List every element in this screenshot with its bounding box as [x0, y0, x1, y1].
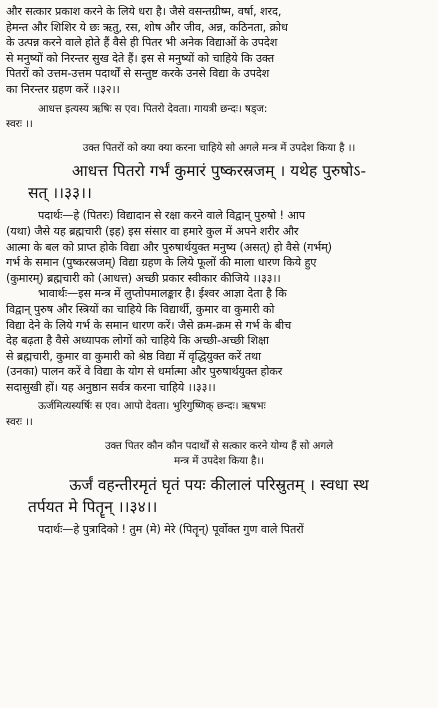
text-line: (यथा) जैसे यह ब्रह्मचारी (इह) इस संसार वा हमारे कुल में अपने शरीर और — [6, 224, 299, 238]
text-line: हेमन्त और शिशिर ये छः ऋतु, रस, शोष और जीव, अन्न, कठिनता, क्रोध — [6, 20, 288, 34]
padartha-paragraph — [6, 522, 432, 538]
text-line: से मनुष्यों को निरन्तर सुख देते हैं। इस से मनुष्यों को चाहिये कि उक्त — [6, 51, 275, 65]
text-line: और सत्कार प्रकाश करने के लिये धरा है। जैसे वसन्तग्रीष्म, वर्षा, शरद, — [6, 5, 282, 18]
mantra-line: आधत्त पितरो गर्भं कुमारं पुष्करस्रजम् । यथेह पुरुषोऽ- — [71, 162, 367, 181]
text-line: का निरन्तर ग्रहण करें ।।३२।। — [6, 82, 120, 96]
text-line: से ब्रह्मचारी, कुमार वा कुमारी को श्रेष्ठ विद्या में वृद्धियुक्त करें तथा — [6, 349, 261, 363]
mantra-line: सत् ।।३३।। — [28, 184, 92, 203]
mantra-verse — [6, 160, 432, 204]
text-line: आत्मा के बल को प्राप्त होके विद्या और पुरुषार्थयुक्त मनुष्य (असत्) हो वैसे (गर्भम्) — [6, 240, 332, 254]
mantra-heading — [6, 439, 432, 470]
text-line: के उत्पन्न करने वाले होते हैं वैसे ही पितर भी अनेक विद्याओं के उपदेश — [6, 36, 278, 50]
rishi-text: आधत्त इत्यस्य ऋषिः स एव। पितरो देवता। गायत्री छन्दः। षड्ज: — [38, 102, 268, 115]
heading-line: उक्त पितर कौन कौन पदार्थों से सत्कार करने योग्य हैं सो अगले — [104, 439, 334, 452]
text-line: (उनका) पालन करें वे विद्या के योग से धर्मात्मा और पुरुषार्थयुक्त होकर — [6, 365, 283, 379]
rishi-text: ऊर्जमित्यस्यर्षिः स एव। आपो देवता। भुरिगुष्णिक् छन्दः। ऋषभः — [38, 400, 266, 413]
text-line: भावार्थः—इस मन्त्र में लुप्तोपमालङ्कार है। ईश्वर आज्ञा देता है कि — [38, 287, 287, 301]
text-line: देह बढ़ता है वैसे अध्यापक लोगों को चाहिये कि अच्छी-अच्छी शिक्षा — [6, 334, 269, 348]
heading-line: मन्त्र में उपदेश किया है।। — [173, 455, 264, 468]
text-line: पदार्थः—हे पुत्रादिको ! तुम (मे) मेरे (पितॄन्) पूर्वोक्त गुण वाले पितरों — [38, 522, 304, 536]
mantra-line: ऊर्जं वहन्तीरमृतं घृतं पयः कीलालं परिस्रुतम् । स्वधा स्थ — [69, 475, 369, 494]
rishi-devata-line — [6, 399, 432, 430]
text-line: पदार्थः—हे (पितरः) विद्यादान से रक्षा करने वाले विद्वान् पुरुषो ! आप — [38, 209, 305, 223]
rishi-devata-line — [6, 102, 432, 133]
text-line: गर्भ के समान (पुष्करस्रजम्) विद्या ग्रहण के लिये फूलों की माला धारण किये हुए — [6, 256, 317, 270]
bhavartha-paragraph — [6, 286, 432, 395]
mantra-line: तर्पयत मे पितॄन् ।।३४।। — [28, 497, 158, 516]
mantra-heading: उक्त पितरों को क्या क्या करना चाहिये सो अगले मन्त्र में उपदेश किया है ।। — [82, 141, 356, 154]
intro-paragraph — [6, 4, 432, 98]
text-line: (कुमारम्) ब्रह्मचारी को (आधत्त) अच्छी प्रकार स्वीकार कीजिये ।।३३।। — [6, 271, 281, 285]
svara-text: स्वरः ।। — [6, 118, 33, 131]
text-line: सदासुखी हों। यह अनुष्ठान सर्वत्र करना चाहिये ।।३३।। — [6, 380, 216, 394]
svara-text: स्वरः ।। — [6, 416, 33, 429]
text-line: विद्या देने के लिये गर्भ के समान धारण करें। जैसे क्रम-क्रम से गर्भ के बीच — [6, 318, 292, 332]
text-line: विद्वान् पुरुष और स्त्रियों का चाहिये कि विद्यार्थी, कुमार वा कुमारी को — [6, 302, 275, 316]
text-line: पितरों को उत्तम-उत्तम पदार्थों से सन्तुष्ट करके उनसे विद्या के उपदेश — [6, 67, 270, 81]
padartha-paragraph — [6, 208, 432, 286]
mantra-verse — [6, 474, 432, 518]
